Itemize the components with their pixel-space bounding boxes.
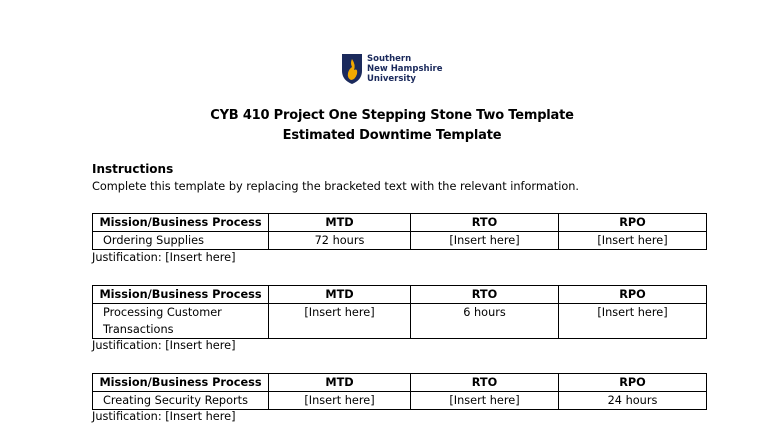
table-row (93, 392, 707, 410)
header-mtd: MTD (269, 374, 411, 392)
cell-process[interactable]: Ordering Supplies (93, 232, 269, 250)
header-mtd: MTD (269, 214, 411, 232)
table-header-row (93, 374, 707, 392)
justification-2[interactable]: Justification: [Insert here] (92, 339, 236, 352)
header-rto: RTO (411, 374, 559, 392)
cell-process[interactable]: Creating Security Reports (93, 392, 269, 410)
header-process: Mission/Business Process (93, 286, 269, 304)
cell-process[interactable]: Processing Customer Transactions (93, 304, 269, 339)
header-mtd: MTD (269, 286, 411, 304)
logo-wordmark (367, 54, 442, 84)
instructions-heading: Instructions (92, 162, 174, 176)
header-rpo: RPO (559, 286, 707, 304)
logo-line-1: Southern (367, 54, 412, 64)
cell-rpo[interactable]: [Insert here] (559, 304, 707, 339)
snhu-logo (341, 53, 451, 87)
document-title: CYB 410 Project One Stepping Stone Two Template (210, 108, 574, 123)
downtime-table-2 (92, 285, 707, 339)
cell-rto[interactable]: [Insert here] (411, 392, 559, 410)
table-header-row (93, 286, 707, 304)
cell-mtd[interactable]: [Insert here] (269, 392, 411, 410)
logo-line-3: University (367, 74, 416, 84)
table-row (93, 304, 707, 339)
cell-mtd[interactable]: [Insert here] (269, 304, 411, 339)
table-header-row (93, 214, 707, 232)
header-rpo: RPO (559, 374, 707, 392)
downtime-table-1 (92, 213, 707, 250)
document-subtitle: Estimated Downtime Template (282, 128, 502, 143)
justification-3[interactable]: Justification: [Insert here] (92, 410, 236, 423)
header-rto: RTO (411, 286, 559, 304)
logo-line-2: New Hampshire (367, 64, 443, 74)
header-rpo: RPO (559, 214, 707, 232)
header-process: Mission/Business Process (93, 214, 269, 232)
table-row (93, 232, 707, 250)
cell-mtd[interactable]: 72 hours (269, 232, 411, 250)
downtime-table-3 (92, 373, 707, 410)
header-process: Mission/Business Process (93, 374, 269, 392)
header-rto: RTO (411, 214, 559, 232)
cell-rpo[interactable]: 24 hours (559, 392, 707, 410)
cell-rpo[interactable]: [Insert here] (559, 232, 707, 250)
cell-rto[interactable]: 6 hours (411, 304, 559, 339)
cell-rto[interactable]: [Insert here] (411, 232, 559, 250)
justification-1[interactable]: Justification: [Insert here] (92, 251, 236, 264)
instructions-text: Complete this template by replacing the bracketed text with the relevant information. (92, 180, 580, 193)
shield-flame-icon (341, 53, 363, 85)
